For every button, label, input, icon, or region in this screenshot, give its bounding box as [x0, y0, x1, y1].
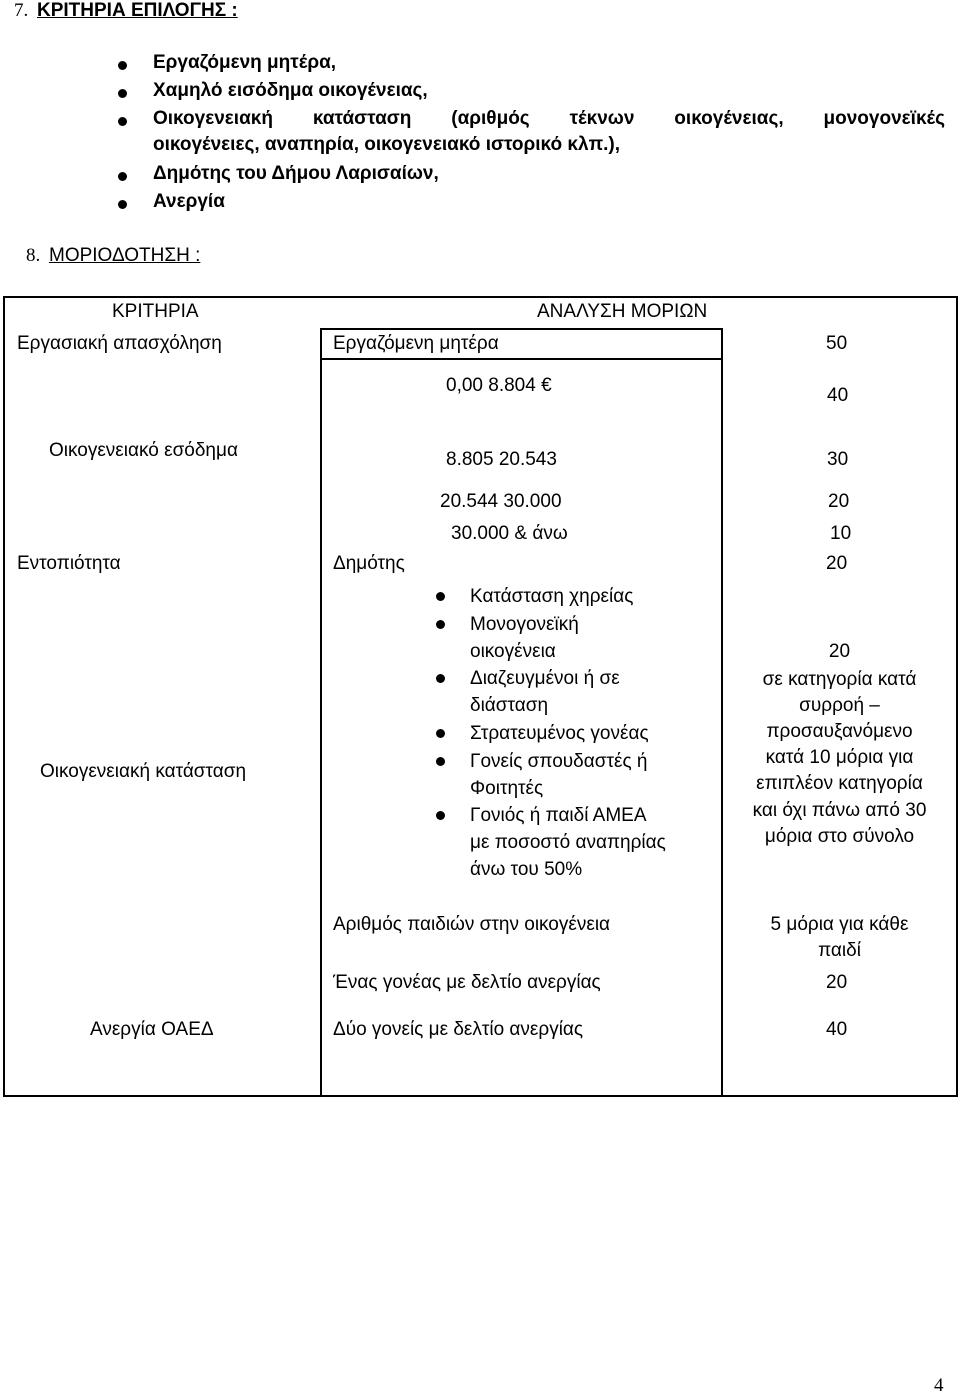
bullet-icon [118, 89, 127, 98]
bullet-icon [436, 729, 445, 738]
children-points-continuation: παιδί [818, 940, 861, 961]
bullet-icon [436, 620, 445, 629]
criteria-item: Δημότης του Δήμου Λαρισαίων, [153, 163, 439, 184]
table-border-bottom [3, 1095, 958, 1097]
income-points: 30 [827, 449, 849, 470]
unemployment-points: 20 [826, 972, 848, 993]
family-points-line: και όχι πάνω από 30 [752, 800, 927, 821]
income-points: 20 [828, 491, 850, 512]
section-7-heading [14, 0, 238, 22]
family-points-line: επιπλέον κατηγορία [756, 773, 923, 794]
header-criteria: ΚΡΙΤΗΡΙΑ [112, 301, 199, 322]
unemployment-points: 40 [826, 1019, 848, 1040]
section-8-title: ΜΟΡΙΟΔΟΤΗΣΗ : [49, 245, 201, 266]
family-item-continuation: διάσταση [470, 695, 549, 716]
table-border-right [956, 296, 958, 1097]
criteria-item: Εργαζόμενη μητέρα, [153, 52, 337, 73]
family-item: Γονείς σπουδαστές ή [470, 751, 648, 772]
criteria-item-continuation: οικογένειες, αναπηρία, οικογενειακό ιστορικό κλπ.), [153, 134, 621, 155]
income-range: 8.805 20.543 [446, 449, 557, 470]
bullet-icon [436, 757, 445, 766]
section-8-heading [26, 245, 200, 267]
bullet-icon [118, 172, 127, 181]
page-number: 4 [934, 1375, 944, 1396]
criteria-item: Ανεργία [153, 191, 225, 212]
family-item-continuation: άνω του 50% [470, 859, 583, 880]
bullet-icon [118, 117, 127, 126]
bullet-icon [436, 674, 445, 683]
family-item: Μονογονεϊκή [470, 614, 579, 635]
section-8-number: 8. [26, 245, 41, 266]
table-row-divider [320, 328, 723, 330]
criteria-item: Οικογενειακή κατάσταση (αριθμός τέκνων οικογένειας, μονογονεϊκές [153, 108, 945, 129]
bullet-icon [118, 61, 127, 70]
family-points-line: 20 [828, 641, 851, 662]
income-points: 10 [830, 523, 852, 544]
unemployment-desc: Ένας γονέας με δελτίο ανεργίας [333, 972, 601, 993]
family-item: Γονιός ή παιδί ΑΜΕΑ [470, 805, 647, 826]
income-range: 0,00 8.804 € [446, 375, 552, 396]
family-points-line: σε κατηγορία κατά [762, 669, 917, 690]
criterion-employment: Εργασιακή απασχόληση [17, 333, 222, 354]
income-points: 40 [827, 385, 849, 406]
criterion-unemployment: Ανεργία ΟΑΕΔ [90, 1019, 214, 1040]
family-points-line: μόρια στο σύνολο [764, 826, 915, 847]
criterion-income: Οικογενειακό εσόδημα [49, 440, 238, 461]
table-border-left [3, 296, 5, 1097]
table-column-divider [320, 328, 322, 1095]
family-points-line: συρροή – [799, 695, 880, 716]
criteria-item: Χαμηλό εισόδημα οικογένειας, [153, 80, 428, 101]
locality-desc: Δημότης [333, 553, 405, 574]
family-points-line: προσαυξανόμενο [766, 721, 913, 742]
family-item-continuation: με ποσοστό αναπηρίας [470, 832, 666, 853]
family-points-line: κατά 10 μόρια για [765, 747, 914, 768]
employment-points: 50 [826, 333, 848, 354]
bullet-icon [436, 592, 445, 601]
bullet-icon [118, 200, 127, 209]
criterion-family-status: Οικογενειακή κατάσταση [40, 761, 247, 782]
family-item-continuation: οικογένεια [470, 641, 556, 662]
family-item: Στρατευμένος γονέας [470, 723, 649, 744]
bullet-icon [436, 811, 445, 820]
criterion-locality: Εντοπιότητα [17, 553, 121, 574]
header-points-analysis: ΑΝΑΛΥΣΗ ΜΟΡΙΩΝ [537, 301, 708, 322]
locality-points: 20 [826, 553, 848, 574]
table-border-top [3, 296, 958, 298]
income-range: 20.544 30.000 [440, 491, 562, 512]
family-item-continuation: Φοιτητές [470, 778, 544, 799]
family-item: Διαζευγμένοι ή σε [470, 668, 620, 689]
unemployment-desc: Δύο γονείς με δελτίο ανεργίας [333, 1019, 584, 1040]
income-range: 30.000 & άνω [451, 523, 568, 544]
family-item: Κατάσταση χηρείας [470, 586, 634, 607]
table-row-divider [320, 358, 723, 360]
children-points: 5 μόρια για κάθε [770, 914, 909, 935]
children-desc: Αριθμός παιδιών στην οικογένεια [333, 914, 611, 935]
employment-desc: Εργαζόμενη μητέρα [333, 333, 499, 354]
section-7-title: ΚΡΙΤΗΡΙΑ ΕΠΙΛΟΓΗΣ : [37, 0, 238, 21]
section-7-number: 7. [14, 0, 29, 21]
